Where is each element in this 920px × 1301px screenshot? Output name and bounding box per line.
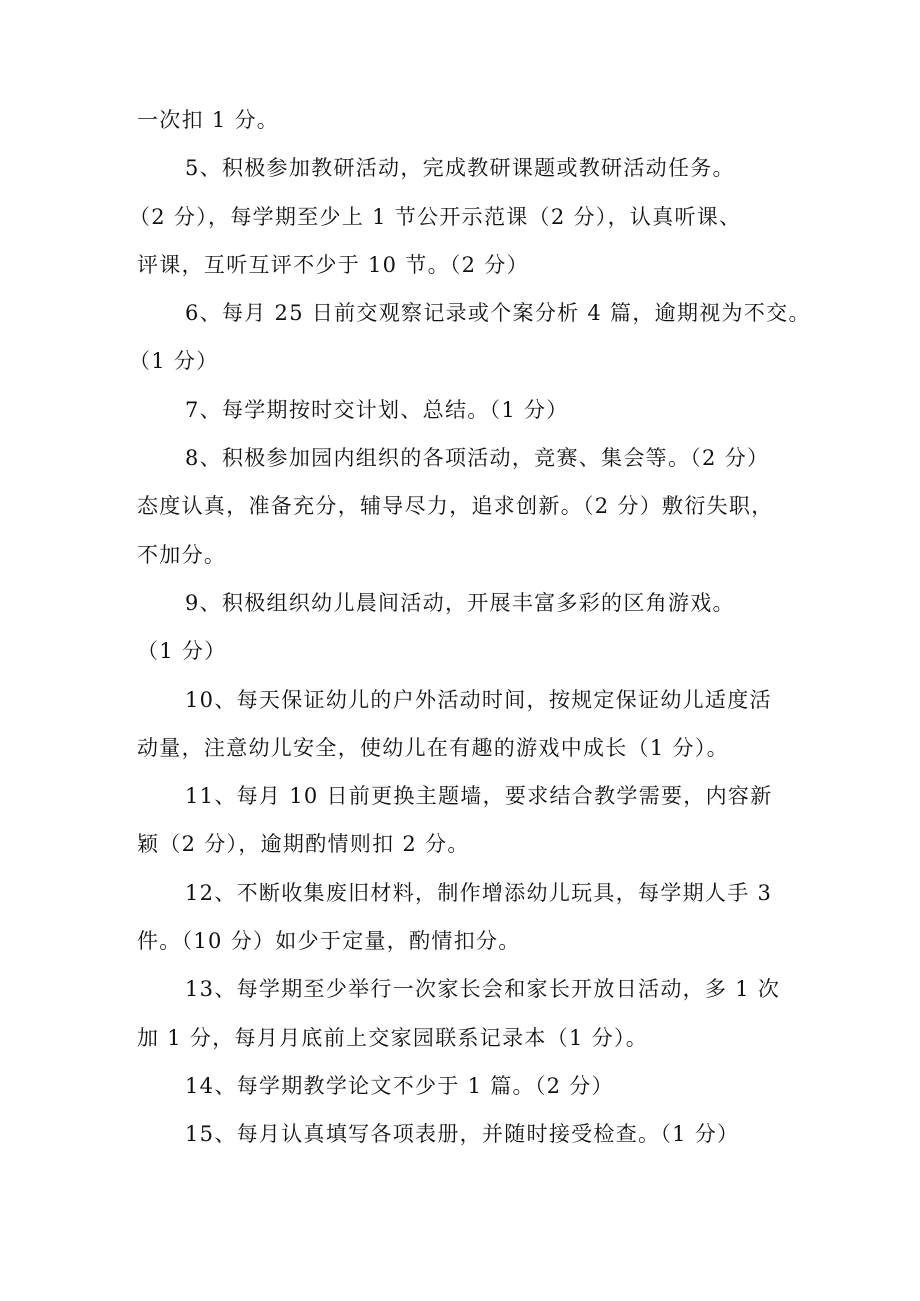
document-body bbox=[129, 96, 811, 1159]
item-5-line-1: 5、积极参加教研活动，完成教研课题或教研活动任务。 bbox=[185, 156, 735, 181]
item-11-line-1: 11、每月 10 日前更换主题墙，要求结合教学需要，内容新 bbox=[185, 784, 773, 809]
item-8-line-1: 8、积极参加园内组织的各项活动，竞赛、集会等。（2 分） bbox=[185, 446, 770, 471]
item-8-line-3: 不加分。 bbox=[137, 542, 227, 567]
text-line-1: 一次扣 1 分。 bbox=[137, 108, 280, 132]
item-8-line-2: 态度认真，准备充分，辅导尽力，追求创新。（2 分）敷衍失职， bbox=[137, 494, 774, 519]
item-7-line-1: 7、每学期按时交计划、总结。（1 分） bbox=[185, 397, 569, 422]
item-10-line-1: 10、每天保证幼儿的户外活动时间，按规定保证幼儿适度活 bbox=[185, 687, 772, 712]
item-15-line-1: 15、每月认真填写各项表册，并随时接受检查。（1 分） bbox=[185, 1122, 740, 1147]
item-5-line-2: （2 分），每学期至少上 1 节公开示范课（2 分），认真听课、 bbox=[129, 204, 742, 229]
item-10-line-2: 动量，注意幼儿安全，使幼儿在有趣的游戏中成长（1 分）。 bbox=[137, 735, 729, 760]
item-6-line-2: （1 分） bbox=[129, 349, 219, 374]
item-5-line-3: 评课，互听互评不少于 10 节。（2 分） bbox=[137, 252, 529, 277]
item-12-line-1: 12、不断收集废旧材料，制作增添幼儿玩具，每学期人手 3 bbox=[185, 880, 773, 905]
item-13-line-2: 加 1 分，每月月底前上交家园联系记录本（1 分）。 bbox=[137, 1025, 649, 1050]
item-9-line-2: （1 分） bbox=[137, 639, 227, 664]
item-14-line-1: 14、每学期教学论文不少于 1 篇。（2 分） bbox=[185, 1073, 614, 1098]
item-11-line-2: 颖（2 分），逾期酌情则扣 2 分。 bbox=[137, 832, 470, 857]
item-12-line-2: 件。（10 分）如少于定量，酌情扣分。 bbox=[137, 929, 521, 954]
item-9-line-1: 9、积极组织幼儿晨间活动，开展丰富多彩的区角游戏。 bbox=[185, 590, 735, 615]
item-13-line-1: 13、每学期至少举行一次家长会和家长开放日活动，多 1 次 bbox=[185, 977, 781, 1002]
item-6-line-1: 6、每月 25 日前交观察记录或个案分析 4 篇，逾期视为不交。 bbox=[185, 301, 811, 326]
